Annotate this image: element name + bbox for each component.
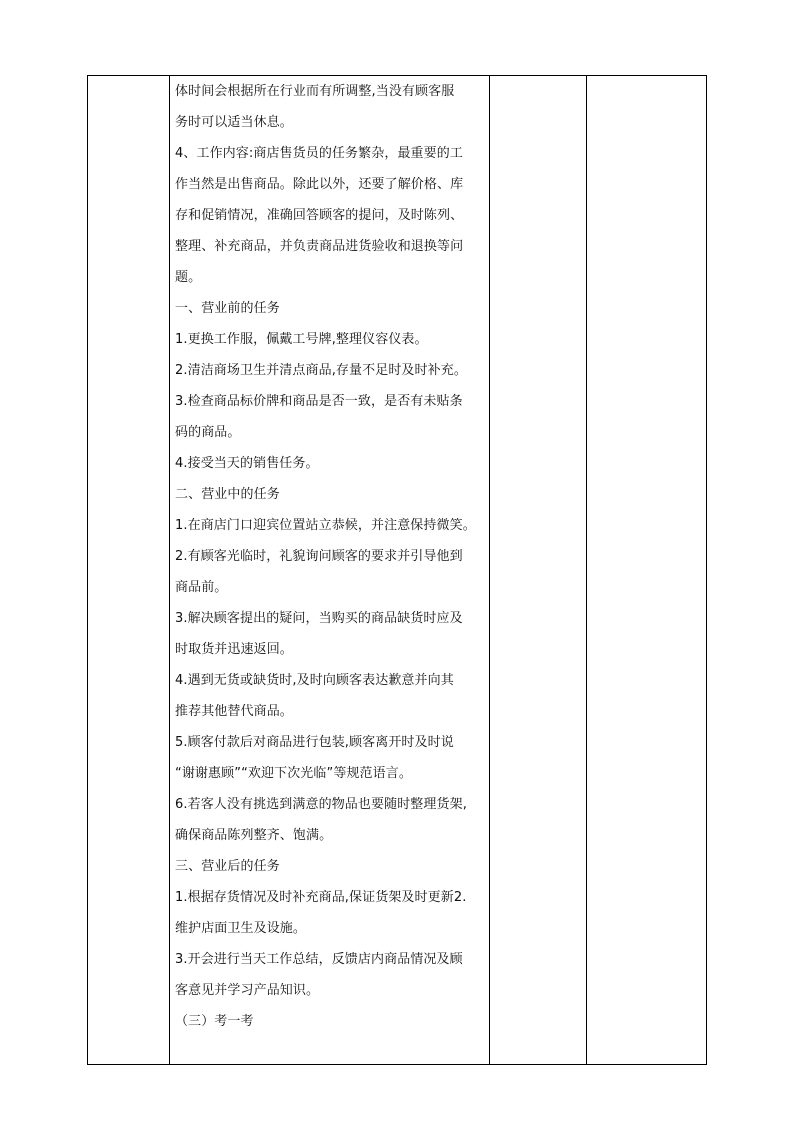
content-cell (170, 76, 488, 1064)
paragraph-line: 4、工作内容:商店售货员的任务繁杂，最重要的工 (175, 146, 463, 161)
paragraph-line: 作当然是出售商品。除此以外，还要了解价格、库 (175, 177, 464, 192)
list-item-continuation: 时取货并迅速返回。 (175, 642, 293, 657)
list-item: 5.顾客付款后对商品进行包装,顾客离开时及时说 (175, 735, 454, 750)
list-item: 3.开会进行当天工作总结，反馈店内商品情况及顾 (175, 952, 463, 967)
section-heading: 三、营业后的任务 (175, 859, 280, 874)
list-item: 1.更换工作服，佩戴工号牌,整理仪容仪表。 (175, 332, 428, 347)
lesson-table (87, 75, 707, 1065)
list-item: 1.根据存货情况及时补充商品,保证货架及时更新2. (175, 890, 467, 905)
list-item-continuation: 客意见并学习产品知识。 (175, 983, 320, 998)
column-divider (489, 76, 490, 1064)
list-item: 1.在商店门口迎宾位置站立恭候，并注意保持微笑。 (175, 518, 476, 533)
list-item: 3.解决顾客提出的疑问，当购买的商品缺货时应及 (175, 611, 463, 626)
paragraph-line: 务时可以适当休息。 (175, 115, 293, 130)
list-item: 6.若客人没有挑选到满意的物品也要随时整理货架, (175, 797, 467, 812)
column-divider (586, 76, 587, 1064)
paragraph-line: 整理、补充商品，并负责商品进货验收和退换等问 (175, 239, 464, 254)
list-item-continuation: 维护店面卫生及设施。 (175, 921, 307, 936)
list-item-continuation: 码的商品。 (175, 425, 241, 440)
section-heading: 二、营业中的任务 (175, 487, 280, 502)
subsection-heading: （三）考一考 (175, 1014, 254, 1029)
list-item: 4.接受当天的销售任务。 (175, 456, 319, 471)
list-item-continuation: 确保商品陈列整齐、饱满。 (175, 828, 333, 843)
paragraph-line: 存和促销情况，准确回答顾客的提问，及时陈列、 (175, 208, 464, 223)
list-item: 2.有顾客光临时，礼貌询问顾客的要求并引导他到 (175, 549, 463, 564)
list-item: 3.检查商品标价牌和商品是否一致，是否有未贴条 (175, 394, 463, 409)
list-item-continuation: 商品前。 (175, 580, 228, 595)
list-item: 2.清洁商场卫生并清点商品,存量不足时及时补充。 (175, 363, 467, 378)
list-item-continuation: “谢谢惠顾”“欢迎下次光临”等规范语言。 (175, 766, 412, 781)
paragraph-line: 题。 (175, 270, 202, 285)
section-heading: 一、营业前的任务 (175, 301, 280, 316)
paragraph-line: 体时间会根据所在行业而有所调整,当没有顾客服 (175, 84, 455, 99)
list-item-continuation: 推荐其他替代商品。 (175, 704, 293, 719)
list-item: 4.遇到无货或缺货时,及时向顾客表达歉意并向其 (175, 673, 454, 688)
